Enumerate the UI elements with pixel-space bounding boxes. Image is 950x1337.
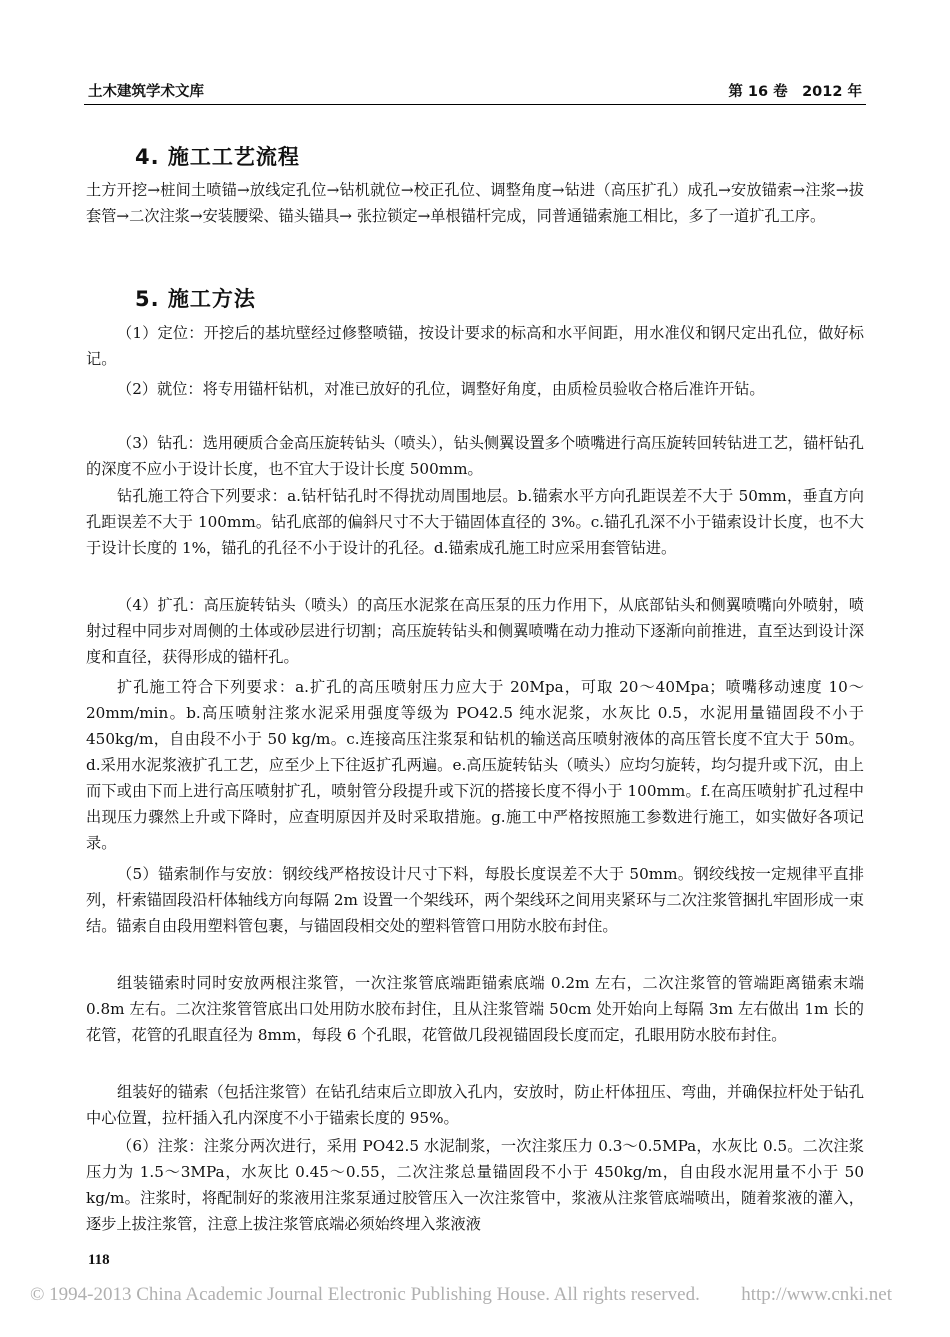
paragraph-grout-pipe-assembly: 组装锚索时同时安放两根注浆管，一次注浆管底端距锚索底端 0.2m 左右，二次注浆管的管端距离锚索末端 0.8m 左右。二次注浆管管底出口处用防水胶布封住，且从注浆管端 50cm 处开始向上每隔 3m 左右做出 1m 长的花管，花管的孔眼直径为 8mm，每段 6 个孔眼，花管做几段视锚固段长度而定，孔眼用防水胶布封住。 [86,974,864,1044]
paragraph-process-flow: 土方开挖→桩间土喷锚→放线定孔位→钻机就位→校正孔位、调整角度→钻进（高压扩孔）成孔→安放锚索→注浆→拔套管→二次注浆→安装腰梁、锚头锚具→ 张拉锁定→单根锚杆完成，同普通锚索施工相比，多了一道扩孔工序。 [86,181,864,225]
paragraph-drilling-requirements: 钻孔施工符合下列要求：a.钻杆钻孔时不得扰动周围地层。b.锚索水平方向孔距误差不大于 50mm，垂直方向孔距误差不大于 100mm。钻孔底部的偏斜尺寸不大于锚固体直径的 3%。c.锚孔孔深不小于锚索设计长度，也不大于设计长度的 1%，锚孔的孔径不小于设计的孔径。d.锚索成孔施工时应采用套管钻进。 [86,487,864,557]
website-link[interactable]: http://www.cnki.net [741,1284,892,1305]
journal-title: 土木建筑学术文库 [88,84,204,100]
paragraph-drilling: （3）钻孔：选用硬质合金高压旋转钻头（喷头），钻头侧翼设置多个喷嘴进行高压旋转回转钻进工艺，锚杆钻孔的深度不应小于设计长度，也不宜大于设计长度 500mm。 [86,434,864,478]
paragraph-reaming-requirements: 扩孔施工符合下列要求：a.扩孔的高压喷射压力应大于 20Mpa，可取 20～40Mpa；喷嘴移动速度 10～20mm/min。b.高压喷射注浆水泥采用强度等级为 PO42.5 纯水泥浆，水灰比 0.5，水泥用量锚固段不小于 450kg/m，自由段不小于 50 kg/m。c.连接高压注浆泵和钻机的输送高压喷射液体的高压管长度不宜大于 50m。d.采用水泥浆液扩孔工艺，应至少上下往返扩孔两遍。e.高压旋转钻头（喷头）应均匀旋转，均匀提升或下沉，由上而下或由下而上进行高压喷射扩孔，喷射管分段提升或下沉的搭接长度不得小于 100mm。f.在高压喷射扩孔过程中出现压力骤然上升或下降时，应查明原因并及时采取措施。g.施工中严格按照施工参数进行施工，如实做好各项记录。 [86,678,864,852]
paragraph-reaming: （4）扩孔：高压旋转钻头（喷头）的高压水泥浆在高压泵的压力作用下，从底部钻头和侧翼喷嘴向外喷射，喷射过程中同步对周侧的土体或砂层进行切割；高压旋转钻头和侧翼喷嘴在动力推动下逐渐向前推进，直至达到设计深度和直径，获得形成的锚杆孔。 [86,596,864,666]
section-heading-4: 4. 施工工艺流程 [135,145,300,169]
paragraph-anchor-fabrication: （5）锚索制作与安放：钢绞线严格按设计尺寸下料，每股长度误差不大于 50mm。钢绞线按一定规律平直排列，杆索锚固段沿杆体轴线方向每隔 2m 设置一个架线环，两个架线环之间用夹紧环与二次注浆管捆扎牢固形成一束结。锚索自由段用塑料管包裹，与锚固段相交处的塑料管管口用防水胶布封住。 [86,865,864,935]
paragraph-setup: （2）就位：将专用锚杆钻机，对准已放好的孔位，调整好角度，由质检员验收合格后准许开钻。 [117,380,765,398]
page-number: 118 [88,1252,110,1268]
header-rule [84,104,866,105]
section-heading-5: 5. 施工方法 [135,287,256,311]
paragraph-positioning: （1）定位：开挖后的基坑壁经过修整喷锚，按设计要求的标高和水平间距，用水准仪和钢尺定出孔位，做好标记。 [86,324,864,368]
copyright-text: © 1994-2013 China Academic Journal Electronic Publishing House. All rights reserved. [30,1284,700,1305]
paragraph-grouting: （6）注浆：注浆分两次进行，采用 PO42.5 水泥制浆，一次注浆压力 0.3～0.5MPa，水灰比 0.5。二次注浆压力为 1.5～3MPa，水灰比 0.45～0.55，二次注浆总量锚固段不小于 450kg/m，自由段水泥用量不小于 50 kg/m。注浆时，将配制好的浆液用注浆泵通过胶管压入一次注浆管中，浆液从注浆管底端喷出，随着浆液的灌入，逐步上拔注浆管，注意上拔注浆管底端必须始终埋入浆液液 [86,1137,864,1233]
running-header [88,78,862,104]
paragraph-anchor-placement: 组装好的锚索（包括注浆管）在钻孔结束后立即放入孔内，安放时，防止杆体扭压、弯曲，并确保拉杆处于钻孔中心位置，拉杆插入孔内深度不小于锚索长度的 95%。 [86,1083,864,1127]
volume-year: 第 16 卷 2012 年 [728,84,862,100]
copyright-footer [30,1284,920,1308]
